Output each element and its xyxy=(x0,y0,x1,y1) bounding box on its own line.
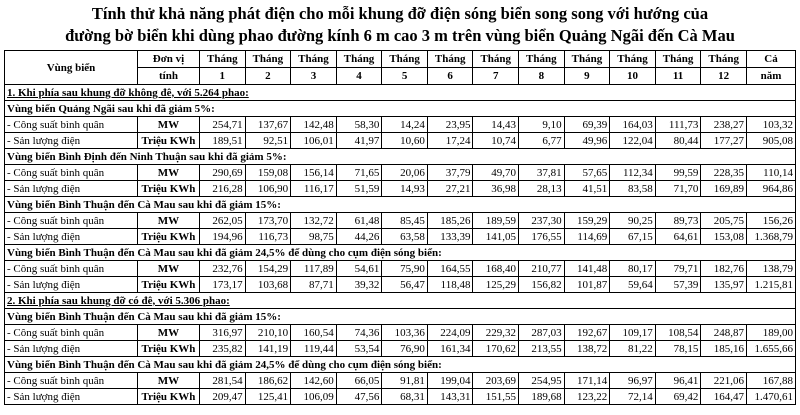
cell-month-value: 47,56 xyxy=(336,389,382,405)
cell-month-value: 80,17 xyxy=(610,261,656,277)
cell-month-value: 164,47 xyxy=(701,389,747,405)
cell-month-value: 248,87 xyxy=(701,325,747,341)
cell-month-value: 209,47 xyxy=(200,389,246,405)
table-row xyxy=(5,389,796,405)
header-month-number: 4 xyxy=(336,68,382,85)
cell-month-value: 170,62 xyxy=(473,341,519,357)
cell-month-value: 14,43 xyxy=(473,117,519,133)
title-line-1: Tính thử khả năng phát điện cho mỗi khung đỡ điện sóng biển song song với hướng của xyxy=(91,4,709,23)
cell-month-value: 6,77 xyxy=(519,133,565,149)
cell-month-value: 106,01 xyxy=(291,133,337,149)
cell-month-value: 14,24 xyxy=(382,117,428,133)
cell-month-value: 137,67 xyxy=(245,117,291,133)
cell-year-value: 138,79 xyxy=(747,261,796,277)
cell-year-value: 964,86 xyxy=(747,181,796,197)
section-heading: 2. Khi phía sau khung đỡ có đê, với 5.306 phao: xyxy=(7,294,230,307)
header-month-label: Tháng xyxy=(655,51,701,68)
cell-month-value: 123,22 xyxy=(564,389,610,405)
cell-month-value: 182,76 xyxy=(701,261,747,277)
cell-month-value: 89,73 xyxy=(655,213,701,229)
row-label: - Sản lượng điện xyxy=(5,229,138,245)
cell-month-value: 141,48 xyxy=(564,261,610,277)
row-unit: MW xyxy=(138,117,200,133)
cell-month-value: 160,54 xyxy=(291,325,337,341)
cell-month-value: 216,28 xyxy=(200,181,246,197)
cell-month-value: 71,70 xyxy=(655,181,701,197)
region-heading-row xyxy=(5,197,796,213)
cell-month-value: 159,29 xyxy=(564,213,610,229)
cell-month-value: 141,19 xyxy=(245,341,291,357)
cell-month-value: 173,17 xyxy=(200,277,246,293)
cell-month-value: 132,72 xyxy=(291,213,337,229)
cell-month-value: 10,74 xyxy=(473,133,519,149)
header-month-label: Tháng xyxy=(519,51,565,68)
row-label: - Công suất bình quân xyxy=(5,117,138,133)
cell-month-value: 108,54 xyxy=(655,325,701,341)
cell-month-value: 192,67 xyxy=(564,325,610,341)
header-month-number: 11 xyxy=(655,68,701,85)
cell-month-value: 103,36 xyxy=(382,325,428,341)
header-month-label: Tháng xyxy=(245,51,291,68)
cell-month-value: 20,06 xyxy=(382,165,428,181)
cell-year-value: 1.655,66 xyxy=(747,341,796,357)
cell-year-value: 1.368,79 xyxy=(747,229,796,245)
cell-month-value: 262,05 xyxy=(200,213,246,229)
cell-month-value: 116,73 xyxy=(245,229,291,245)
cell-year-value: 110,14 xyxy=(747,165,796,181)
header-unit-top: Đơn vị xyxy=(138,51,200,68)
cell-month-value: 122,04 xyxy=(610,133,656,149)
cell-month-value: 142,60 xyxy=(291,373,337,389)
table-row xyxy=(5,117,796,133)
cell-month-value: 9,10 xyxy=(519,117,565,133)
cell-month-value: 57,65 xyxy=(564,165,610,181)
cell-year-value: 1.470,61 xyxy=(747,389,796,405)
power-estimate-table xyxy=(4,50,796,405)
cell-month-value: 72,14 xyxy=(610,389,656,405)
cell-month-value: 17,24 xyxy=(427,133,473,149)
table-row xyxy=(5,165,796,181)
row-unit: Triệu KWh xyxy=(138,229,200,245)
cell-month-value: 117,89 xyxy=(291,261,337,277)
cell-month-value: 41,51 xyxy=(564,181,610,197)
cell-year-value: 103,32 xyxy=(747,117,796,133)
region-heading-row xyxy=(5,357,796,373)
row-unit: Triệu KWh xyxy=(138,389,200,405)
cell-month-value: 185,16 xyxy=(701,341,747,357)
table-row xyxy=(5,261,796,277)
cell-month-value: 23,95 xyxy=(427,117,473,133)
cell-month-value: 194,96 xyxy=(200,229,246,245)
cell-month-value: 114,69 xyxy=(564,229,610,245)
section-heading-row xyxy=(5,85,796,101)
header-month-label: Tháng xyxy=(200,51,246,68)
cell-month-value: 161,34 xyxy=(427,341,473,357)
cell-month-value: 58,30 xyxy=(336,117,382,133)
table-body xyxy=(5,85,796,405)
cell-month-value: 69,42 xyxy=(655,389,701,405)
cell-month-value: 109,17 xyxy=(610,325,656,341)
cell-month-value: 99,59 xyxy=(655,165,701,181)
cell-month-value: 237,30 xyxy=(519,213,565,229)
header-month-label: Tháng xyxy=(382,51,428,68)
row-unit: Triệu KWh xyxy=(138,277,200,293)
header-month-number: 8 xyxy=(519,68,565,85)
region-heading-row xyxy=(5,101,796,117)
cell-month-value: 177,27 xyxy=(701,133,747,149)
cell-month-value: 27,21 xyxy=(427,181,473,197)
cell-month-value: 133,39 xyxy=(427,229,473,245)
cell-month-value: 156,14 xyxy=(291,165,337,181)
header-month-number: 12 xyxy=(701,68,747,85)
cell-month-value: 159,08 xyxy=(245,165,291,181)
cell-month-value: 92,51 xyxy=(245,133,291,149)
row-unit: MW xyxy=(138,325,200,341)
cell-month-value: 142,48 xyxy=(291,117,337,133)
cell-month-value: 37,79 xyxy=(427,165,473,181)
cell-month-value: 96,97 xyxy=(610,373,656,389)
header-month-label: Tháng xyxy=(701,51,747,68)
cell-month-value: 173,70 xyxy=(245,213,291,229)
table-row xyxy=(5,325,796,341)
header-month-number: 9 xyxy=(564,68,610,85)
table-row xyxy=(5,133,796,149)
cell-month-value: 118,48 xyxy=(427,277,473,293)
document-title xyxy=(0,0,800,50)
row-label: - Công suất bình quân xyxy=(5,165,138,181)
cell-month-value: 53,54 xyxy=(336,341,382,357)
cell-month-value: 39,32 xyxy=(336,277,382,293)
region-name: Vùng biển Quảng Ngãi sau khi đã giảm 5%: xyxy=(5,101,796,117)
row-label: - Sản lượng điện xyxy=(5,133,138,149)
cell-month-value: 63,58 xyxy=(382,229,428,245)
row-unit: MW xyxy=(138,261,200,277)
cell-month-value: 116,17 xyxy=(291,181,337,197)
row-label: - Công suất bình quân xyxy=(5,261,138,277)
row-label: - Sản lượng điện xyxy=(5,277,138,293)
cell-year-value: 905,08 xyxy=(747,133,796,149)
cell-month-value: 41,97 xyxy=(336,133,382,149)
cell-month-value: 103,68 xyxy=(245,277,291,293)
table-row xyxy=(5,229,796,245)
cell-month-value: 64,61 xyxy=(655,229,701,245)
table-row xyxy=(5,213,796,229)
cell-month-value: 56,47 xyxy=(382,277,428,293)
cell-year-value: 167,88 xyxy=(747,373,796,389)
cell-month-value: 119,44 xyxy=(291,341,337,357)
cell-month-value: 229,32 xyxy=(473,325,519,341)
row-unit: Triệu KWh xyxy=(138,133,200,149)
cell-month-value: 210,10 xyxy=(245,325,291,341)
row-label: - Sản lượng điện xyxy=(5,389,138,405)
cell-month-value: 164,55 xyxy=(427,261,473,277)
header-unit-bottom: tính xyxy=(138,68,200,85)
cell-month-value: 81,22 xyxy=(610,341,656,357)
cell-month-value: 228,35 xyxy=(701,165,747,181)
cell-month-value: 135,97 xyxy=(701,277,747,293)
row-unit: Triệu KWh xyxy=(138,181,200,197)
cell-month-value: 316,97 xyxy=(200,325,246,341)
header-month-number: 7 xyxy=(473,68,519,85)
row-label: - Sản lượng điện xyxy=(5,341,138,357)
cell-month-value: 153,08 xyxy=(701,229,747,245)
cell-month-value: 66,05 xyxy=(336,373,382,389)
cell-month-value: 164,03 xyxy=(610,117,656,133)
cell-month-value: 221,06 xyxy=(701,373,747,389)
section-heading-row xyxy=(5,293,796,309)
cell-month-value: 10,60 xyxy=(382,133,428,149)
region-heading-row xyxy=(5,245,796,261)
row-unit: MW xyxy=(138,165,200,181)
cell-month-value: 154,29 xyxy=(245,261,291,277)
cell-month-value: 87,71 xyxy=(291,277,337,293)
cell-month-value: 59,64 xyxy=(610,277,656,293)
cell-month-value: 238,27 xyxy=(701,117,747,133)
cell-month-value: 203,69 xyxy=(473,373,519,389)
cell-month-value: 186,62 xyxy=(245,373,291,389)
cell-month-value: 83,58 xyxy=(610,181,656,197)
cell-month-value: 14,93 xyxy=(382,181,428,197)
cell-month-value: 90,25 xyxy=(610,213,656,229)
cell-month-value: 138,72 xyxy=(564,341,610,357)
table-row xyxy=(5,373,796,389)
header-month-number: 6 xyxy=(427,68,473,85)
region-name: Vùng biển Bình Định đến Ninh Thuận sau khi đã giảm 5%: xyxy=(5,149,796,165)
cell-month-value: 91,81 xyxy=(382,373,428,389)
cell-month-value: 78,15 xyxy=(655,341,701,357)
row-label: - Công suất bình quân xyxy=(5,213,138,229)
cell-month-value: 235,82 xyxy=(200,341,246,357)
section-heading: 1. Khi phía sau khung đỡ không đê, với 5.264 phao: xyxy=(7,86,249,99)
cell-month-value: 254,71 xyxy=(200,117,246,133)
cell-month-value: 67,15 xyxy=(610,229,656,245)
cell-month-value: 49,96 xyxy=(564,133,610,149)
region-heading-row xyxy=(5,309,796,325)
header-month-number: 10 xyxy=(610,68,656,85)
cell-month-value: 171,14 xyxy=(564,373,610,389)
table-header xyxy=(5,51,796,85)
cell-month-value: 28,13 xyxy=(519,181,565,197)
cell-month-value: 189,59 xyxy=(473,213,519,229)
cell-month-value: 71,65 xyxy=(336,165,382,181)
cell-month-value: 69,39 xyxy=(564,117,610,133)
header-month-label: Tháng xyxy=(336,51,382,68)
cell-month-value: 98,75 xyxy=(291,229,337,245)
cell-month-value: 168,40 xyxy=(473,261,519,277)
row-label: - Sản lượng điện xyxy=(5,181,138,197)
cell-month-value: 281,54 xyxy=(200,373,246,389)
cell-month-value: 185,26 xyxy=(427,213,473,229)
cell-month-value: 37,81 xyxy=(519,165,565,181)
cell-month-value: 111,73 xyxy=(655,117,701,133)
header-month-label: Tháng xyxy=(610,51,656,68)
row-label: - Công suất bình quân xyxy=(5,325,138,341)
table-row xyxy=(5,341,796,357)
cell-month-value: 36,98 xyxy=(473,181,519,197)
header-year-top: Cả xyxy=(747,51,796,68)
cell-month-value: 176,55 xyxy=(519,229,565,245)
header-month-number: 3 xyxy=(291,68,337,85)
row-unit: MW xyxy=(138,373,200,389)
cell-month-value: 232,76 xyxy=(200,261,246,277)
cell-year-value: 1.215,81 xyxy=(747,277,796,293)
region-name: Vùng biển Bình Thuận đến Cà Mau sau khi đã giảm 24,5% để dùng cho cụm điện sóng biển: xyxy=(5,357,796,373)
header-year-bottom: năm xyxy=(747,68,796,85)
cell-month-value: 68,31 xyxy=(382,389,428,405)
cell-month-value: 254,95 xyxy=(519,373,565,389)
cell-month-value: 151,55 xyxy=(473,389,519,405)
cell-month-value: 213,55 xyxy=(519,341,565,357)
cell-month-value: 54,61 xyxy=(336,261,382,277)
cell-month-value: 290,69 xyxy=(200,165,246,181)
cell-month-value: 61,48 xyxy=(336,213,382,229)
cell-month-value: 199,04 xyxy=(427,373,473,389)
header-month-number: 5 xyxy=(382,68,428,85)
cell-month-value: 106,09 xyxy=(291,389,337,405)
cell-month-value: 287,03 xyxy=(519,325,565,341)
cell-month-value: 85,45 xyxy=(382,213,428,229)
cell-month-value: 106,90 xyxy=(245,181,291,197)
region-name: Vùng biển Bình Thuận đến Cà Mau sau khi đã giảm 15%: xyxy=(5,309,796,325)
region-name: Vùng biển Bình Thuận đến Cà Mau sau khi đã giảm 24,5% để dùng cho cụm điện sóng biển: xyxy=(5,245,796,261)
header-month-label: Tháng xyxy=(427,51,473,68)
cell-month-value: 189,51 xyxy=(200,133,246,149)
cell-month-value: 156,82 xyxy=(519,277,565,293)
cell-month-value: 205,75 xyxy=(701,213,747,229)
cell-month-value: 210,77 xyxy=(519,261,565,277)
cell-month-value: 125,41 xyxy=(245,389,291,405)
cell-month-value: 74,36 xyxy=(336,325,382,341)
cell-year-value: 189,00 xyxy=(747,325,796,341)
title-line-2: đường bờ biển khi dùng phao đường kính 6 m cao 3 m trên vùng biển Quảng Ngãi đến Cà Mau xyxy=(65,26,735,45)
header-month-number: 1 xyxy=(200,68,246,85)
header-month-number: 2 xyxy=(245,68,291,85)
cell-month-value: 96,41 xyxy=(655,373,701,389)
cell-month-value: 101,87 xyxy=(564,277,610,293)
cell-year-value: 156,26 xyxy=(747,213,796,229)
cell-month-value: 80,44 xyxy=(655,133,701,149)
cell-month-value: 76,90 xyxy=(382,341,428,357)
table-row xyxy=(5,277,796,293)
table-row xyxy=(5,181,796,197)
cell-month-value: 141,05 xyxy=(473,229,519,245)
cell-month-value: 189,68 xyxy=(519,389,565,405)
cell-month-value: 75,90 xyxy=(382,261,428,277)
region-heading-row xyxy=(5,149,796,165)
cell-month-value: 49,70 xyxy=(473,165,519,181)
row-unit: MW xyxy=(138,213,200,229)
cell-month-value: 224,09 xyxy=(427,325,473,341)
cell-month-value: 125,29 xyxy=(473,277,519,293)
cell-month-value: 57,39 xyxy=(655,277,701,293)
cell-month-value: 112,34 xyxy=(610,165,656,181)
cell-month-value: 169,89 xyxy=(701,181,747,197)
row-label: - Công suất bình quân xyxy=(5,373,138,389)
header-region: Vùng biển xyxy=(5,51,138,85)
header-month-label: Tháng xyxy=(473,51,519,68)
header-month-label: Tháng xyxy=(564,51,610,68)
cell-month-value: 44,26 xyxy=(336,229,382,245)
cell-month-value: 51,59 xyxy=(336,181,382,197)
row-unit: Triệu KWh xyxy=(138,341,200,357)
cell-month-value: 143,31 xyxy=(427,389,473,405)
cell-month-value: 79,71 xyxy=(655,261,701,277)
header-month-label: Tháng xyxy=(291,51,337,68)
region-name: Vùng biển Bình Thuận đến Cà Mau sau khi đã giảm 15%: xyxy=(5,197,796,213)
